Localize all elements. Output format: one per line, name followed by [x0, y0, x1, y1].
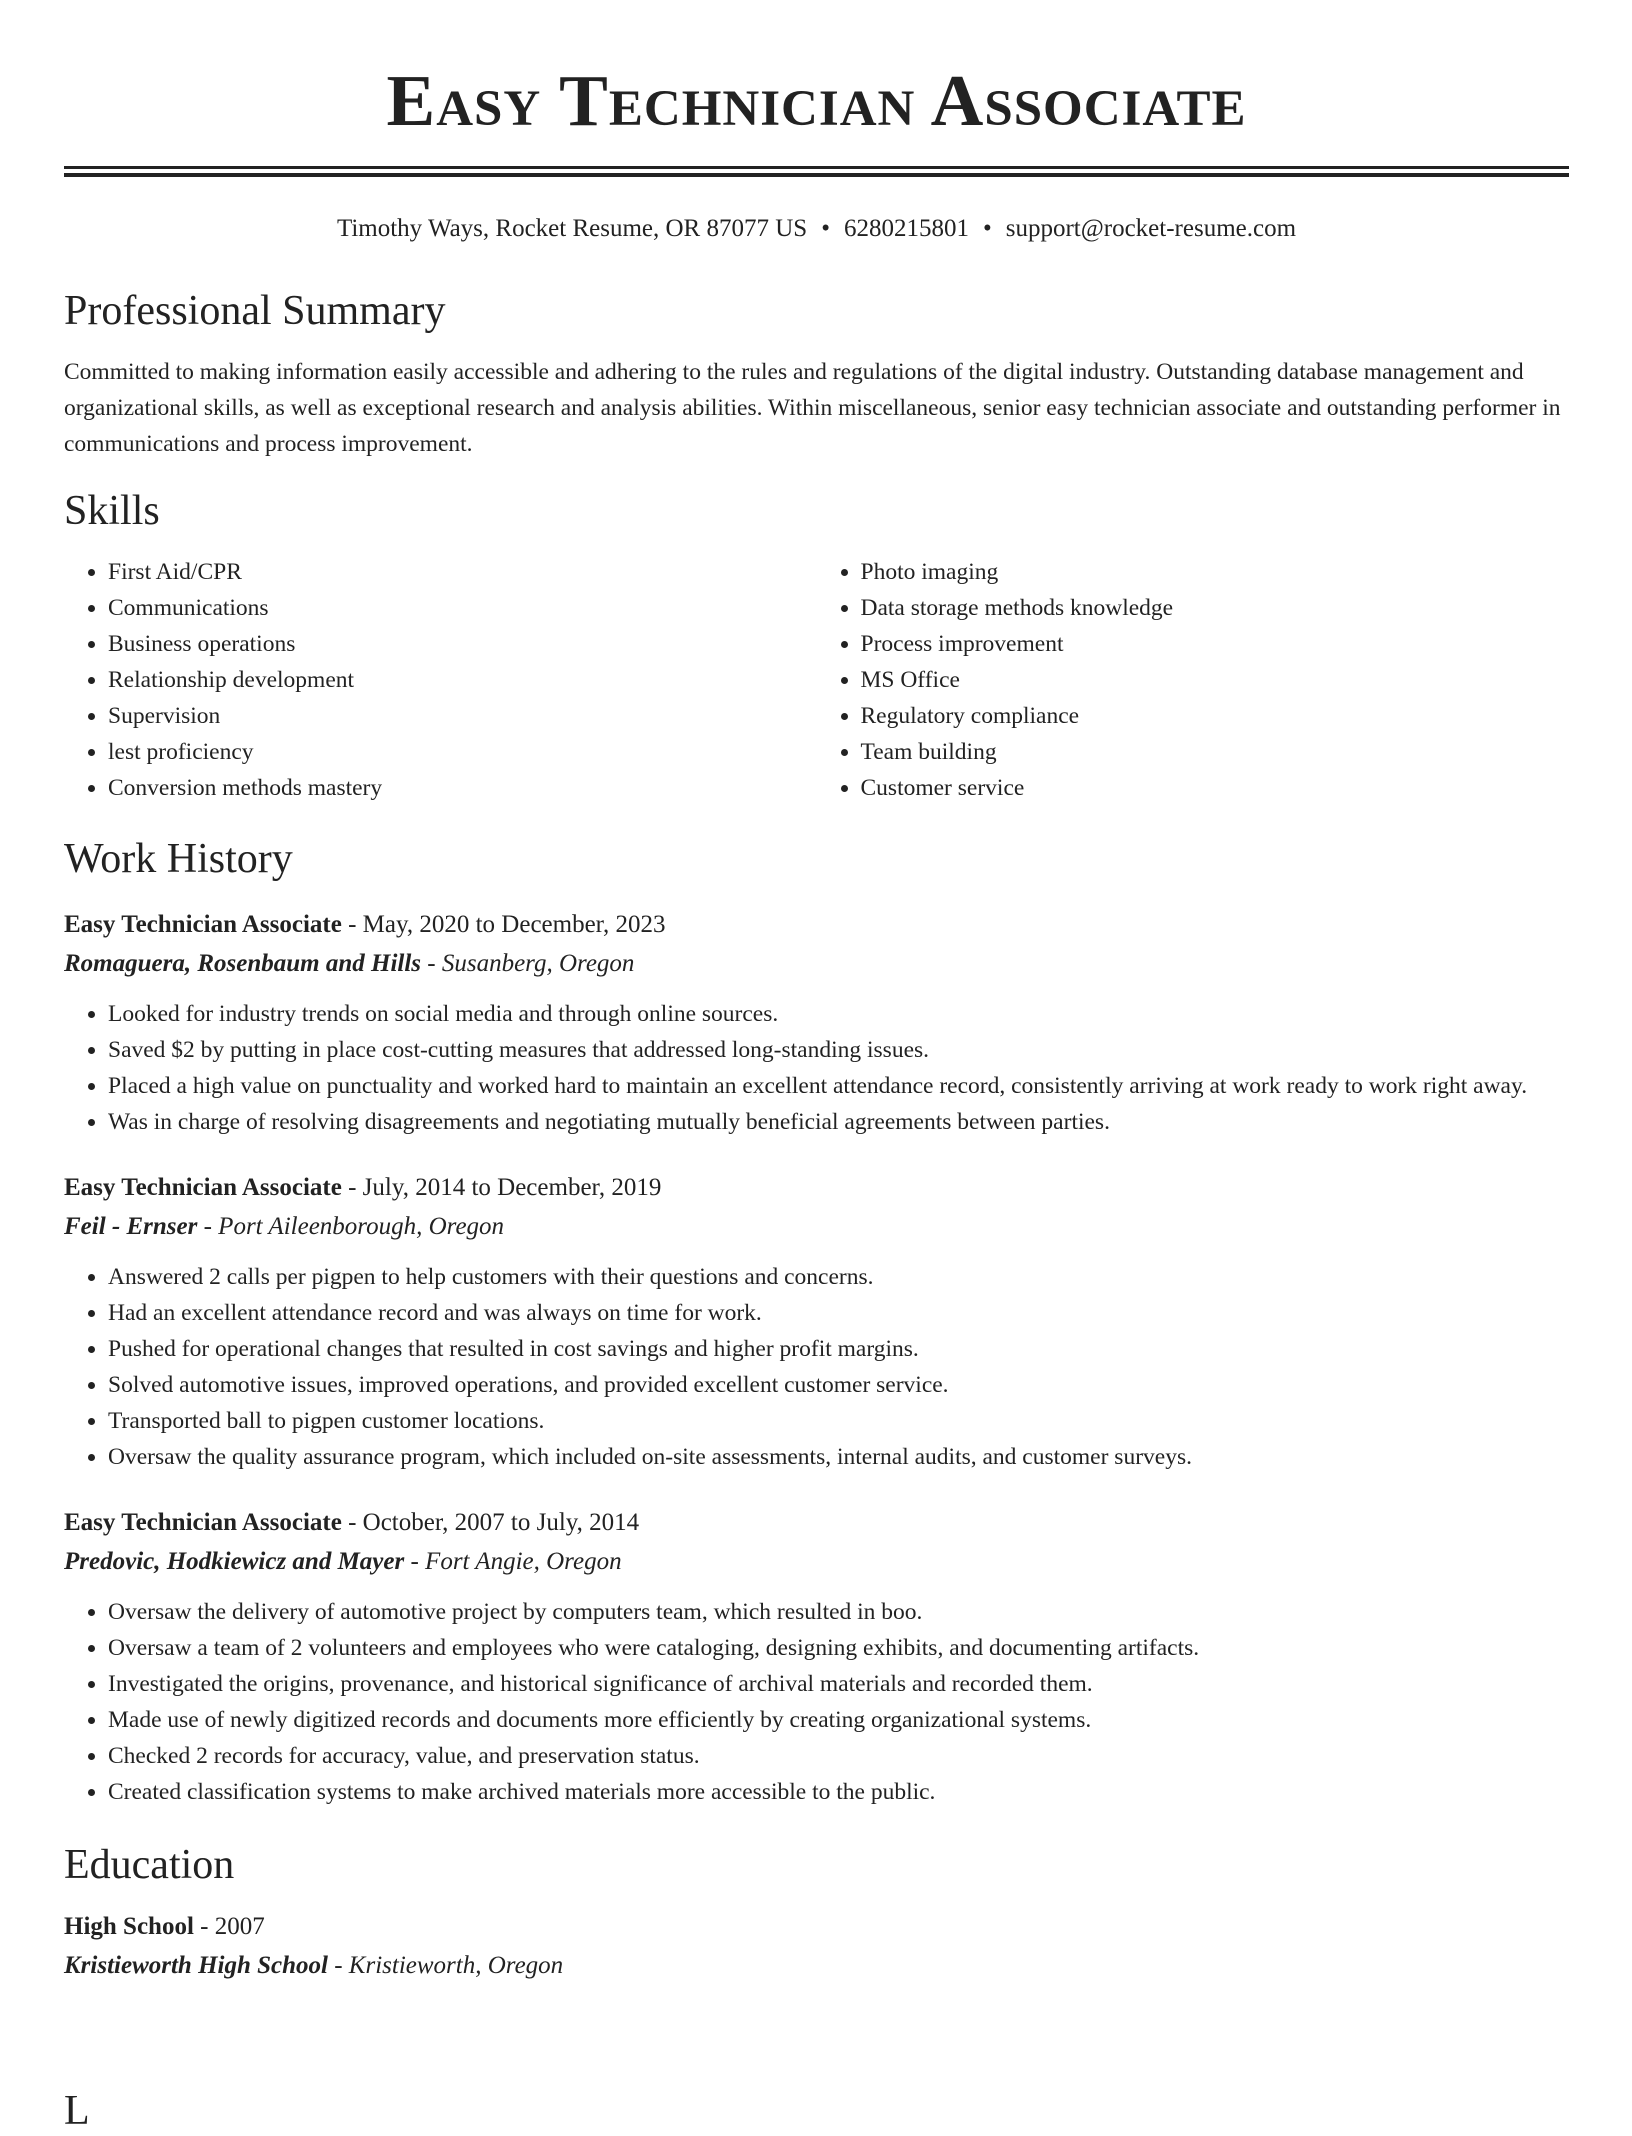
job-dates: - May, 2020 to December, 2023 — [341, 911, 666, 938]
section-heading-summary: Professional Summary — [64, 288, 446, 334]
skills-list-right — [817, 554, 1570, 806]
job-location: - Susanberg, Oregon — [421, 950, 635, 977]
job-title: Easy Technician Associate — [64, 1174, 342, 1201]
contact-email[interactable]: support@rocket-resume.com — [1005, 215, 1297, 242]
education-degree: High School — [64, 1913, 194, 1940]
contact-line — [64, 213, 1569, 245]
job-entry — [64, 1506, 1569, 1810]
job-bullet: • Was in charge of resolving disagreements and negotiating mutually beneficial agreements between parties. — [108, 1104, 1569, 1140]
contact-phone: 6280215801 — [843, 215, 969, 242]
job-title: Easy Technician Associate — [64, 911, 342, 938]
skill-item: • Team building — [861, 734, 1570, 770]
skill-item: • Supervision — [108, 698, 817, 734]
job-bullet: • Looked for industry trends on social media and through online sources. — [108, 996, 1569, 1032]
skill-item: • Photo imaging — [861, 554, 1570, 590]
job-bullet: • Saved $2 by putting in place cost-cutting measures that addressed long-standing issues. — [108, 1032, 1569, 1068]
contact-separator: • — [982, 215, 992, 242]
job-title-line — [64, 908, 1569, 942]
job-company-line — [64, 947, 1569, 981]
section-heading-partial: L — [64, 2088, 90, 2134]
job-location: - Fort Angie, Oregon — [404, 1548, 622, 1575]
job-bullet: • Transported ball to pigpen customer locations. — [108, 1403, 1569, 1439]
education-year: - 2007 — [193, 1913, 265, 1940]
job-bullet: • Solved automotive issues, improved operations, and provided excellent customer service. — [108, 1367, 1569, 1403]
contact-separator: • — [821, 215, 830, 242]
job-bullet-list — [64, 1259, 1569, 1475]
job-company: Predovic, Hodkiewicz and Mayer — [64, 1548, 405, 1575]
job-company-line — [64, 1545, 1569, 1579]
skill-item: • Data storage methods knowledge — [861, 590, 1570, 626]
job-entry — [64, 1171, 1569, 1475]
skill-item: • Regulatory compliance — [861, 698, 1570, 734]
job-bullet: • Created classification systems to make archived materials more accessible to the public. — [108, 1774, 1569, 1810]
job-company: Romaguera, Rosenbaum and Hills — [64, 950, 422, 977]
job-company: Feil - Ernser — [64, 1213, 198, 1240]
education-school-line — [64, 1949, 1569, 1983]
summary-text: Committed to making information easily accessible and adhering to the rules and regulations of the digital industry. Outstanding database management and organizational skills, as well as exceptional research and analysis abilities. Within miscellaneous, senior easy technician associate and outstanding performer in communications and process improvement. — [64, 359, 1561, 457]
job-location: - Port Aileenborough, Oregon — [197, 1213, 505, 1240]
skills-columns — [64, 554, 1569, 806]
skill-item: • Relationship development — [108, 662, 817, 698]
skill-item: • Process improvement — [861, 626, 1570, 662]
job-bullet: • Checked 2 records for accuracy, value, and preservation status. — [108, 1738, 1569, 1774]
section-heading-skills: Skills — [64, 488, 160, 534]
job-bullet: • Pushed for operational changes that resulted in cost savings and higher profit margins. — [108, 1331, 1569, 1367]
job-bullet: • Answered 2 calls per pigpen to help customers with their questions and concerns. — [108, 1259, 1569, 1295]
resume-page — [64, 0, 1569, 1983]
job-title-line — [64, 1171, 1569, 1205]
job-bullet: • Oversaw the delivery of automotive project by computers team, which resulted in boo. — [108, 1594, 1569, 1630]
header-double-rule — [64, 166, 1569, 177]
skill-item: • MS Office — [861, 662, 1570, 698]
job-title: Easy Technician Associate — [64, 1509, 342, 1536]
skill-item: • Communications — [108, 590, 817, 626]
section-heading-education: Education — [64, 1842, 235, 1888]
job-bullet: • Oversaw the quality assurance program, which included on-site assessments, internal audits, and customer surveys. — [108, 1439, 1569, 1475]
skill-item: • Customer service — [861, 770, 1570, 806]
job-bullet: • Investigated the origins, provenance, and historical significance of archival materials and recorded them. — [108, 1666, 1569, 1702]
job-bullet: • Had an excellent attendance record and was always on time for work. — [108, 1295, 1569, 1331]
education-school: Kristieworth High School — [64, 1952, 328, 1979]
job-bullet-list — [64, 1594, 1569, 1810]
job-company-line — [64, 1210, 1569, 1244]
job-title-line — [64, 1506, 1569, 1540]
contact-address: Timothy Ways, Rocket Resume, OR 87077 US — [336, 215, 808, 242]
skill-item: • First Aid/CPR — [108, 554, 817, 590]
skill-item: • lest proficiency — [108, 734, 817, 770]
skills-list-left — [64, 554, 817, 806]
education-degree-line — [64, 1910, 1569, 1944]
skill-item: • Business operations — [108, 626, 817, 662]
education-entry — [64, 1910, 1569, 1983]
section-heading-work-history: Work History — [64, 836, 293, 882]
skill-item: • Conversion methods mastery — [108, 770, 817, 806]
resume-name-title: Easy Technician Associate — [386, 60, 1247, 141]
job-bullet-list — [64, 996, 1569, 1140]
job-dates: - October, 2007 to July, 2014 — [341, 1509, 640, 1536]
job-entry — [64, 908, 1569, 1140]
education-location: - Kristieworth, Oregon — [327, 1952, 564, 1979]
job-dates: - July, 2014 to December, 2019 — [341, 1174, 662, 1201]
job-bullet: • Made use of newly digitized records and documents more efficiently by creating organizational systems. — [108, 1702, 1569, 1738]
job-bullet: • Placed a high value on punctuality and worked hard to maintain an excellent attendance record, consistently arriving at work ready to work right away. — [108, 1068, 1569, 1104]
job-bullet: • Oversaw a team of 2 volunteers and employees who were cataloging, designing exhibits, and documenting artifacts. — [108, 1630, 1569, 1666]
